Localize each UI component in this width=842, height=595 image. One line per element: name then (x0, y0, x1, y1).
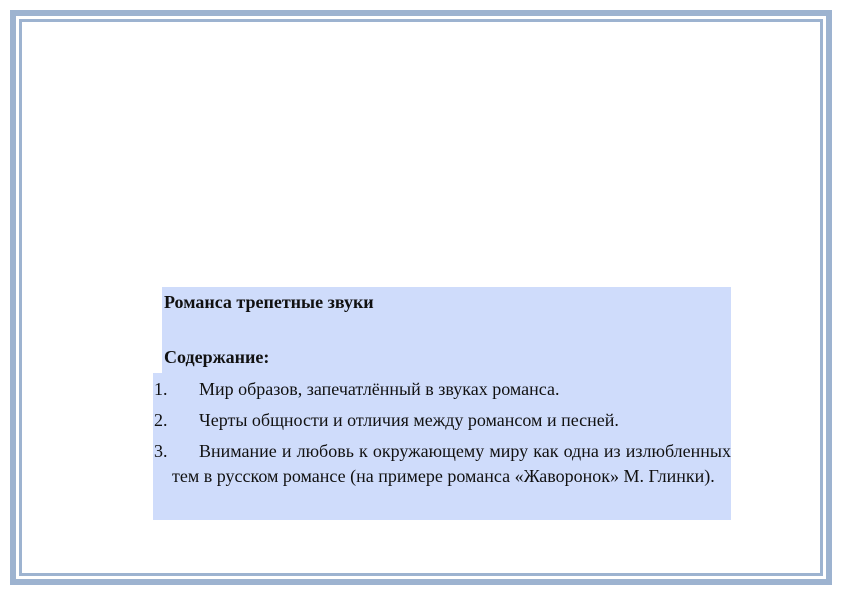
contents-item-number: 2. (154, 410, 168, 430)
contents-item-text: Мир образов, запечатлённый в звуках романса. (199, 379, 560, 399)
contents-item-2 (153, 408, 731, 433)
contents-item-text: Черты общности и отличия между романсом и песней. (199, 410, 619, 430)
contents-heading: Содержание: (164, 347, 270, 367)
contents-item-text: Внимание и любовь к окружающему миру как одна из излюбленных тем в русском романсе (на примере романса «Жаворонок» М. Глинки). (172, 441, 731, 486)
contents-item-1 (153, 377, 731, 402)
contents-item-number: 3. (154, 441, 168, 461)
contents-item-3 (153, 439, 731, 489)
document-title: Романса трепетные звуки (164, 292, 374, 312)
contents-list (153, 377, 731, 495)
contents-item-number: 1. (154, 379, 168, 399)
